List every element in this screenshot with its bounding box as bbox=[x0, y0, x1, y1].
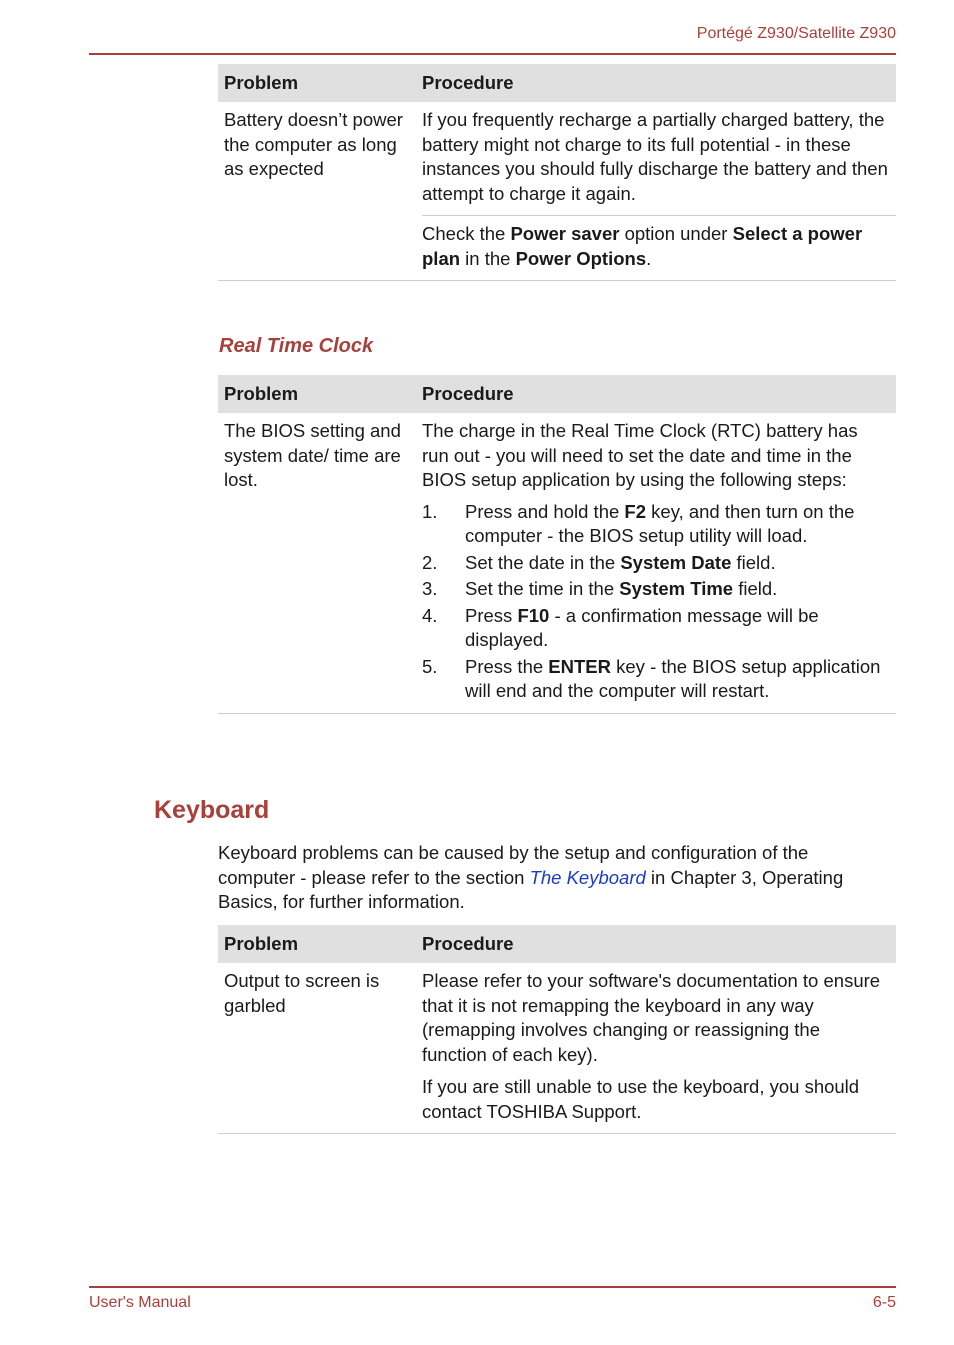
section-heading-keyboard: Keyboard bbox=[154, 796, 270, 824]
procedure-cell bbox=[422, 413, 896, 713]
problem-cell: The BIOS setting and system date/ time are lost. bbox=[224, 420, 401, 490]
text-run: Press bbox=[465, 604, 518, 626]
footer-manual-title: User's Manual bbox=[89, 1294, 191, 1311]
problem-cell: Output to screen is garbled bbox=[224, 970, 380, 1016]
procedure-cell bbox=[422, 102, 896, 280]
table-header bbox=[218, 375, 896, 413]
column-header-procedure: Procedure bbox=[422, 382, 514, 404]
column-header-problem: Problem bbox=[224, 382, 299, 404]
problem-cell: Battery doesn’t power the computer as long as expected bbox=[224, 109, 403, 179]
procedure-paragraph: Please refer to your software's documentation to ensure that it is not remapping the keyboard in any way (remapping involves changing or reassigning the function of each key). bbox=[422, 970, 881, 1065]
text-run: Check the bbox=[422, 223, 511, 244]
step-number: 2. bbox=[422, 551, 438, 573]
step-text bbox=[465, 604, 888, 653]
list-item bbox=[422, 604, 888, 653]
table-row bbox=[218, 963, 896, 1134]
text-run: in Chapter 3, Operating Basics, for further information. bbox=[218, 866, 844, 912]
text-run: Press and hold the bbox=[465, 500, 625, 522]
table-header bbox=[218, 64, 896, 102]
step-text bbox=[465, 551, 888, 576]
steps-list bbox=[422, 500, 888, 704]
text-run: Set the date in the bbox=[465, 551, 621, 573]
keyboard-table bbox=[218, 925, 896, 1134]
table-row bbox=[218, 413, 896, 714]
the-keyboard-link[interactable]: The Keyboard bbox=[529, 866, 646, 888]
bold-run: System Date bbox=[620, 551, 732, 573]
battery-table bbox=[218, 64, 896, 281]
text-run: Keyboard problems can be caused by the setup and configuration of the computer - please refer to the section bbox=[218, 842, 809, 888]
bold-run: Select a power plan bbox=[422, 223, 863, 269]
keyboard-intro-paragraph bbox=[218, 841, 888, 915]
list-item bbox=[422, 655, 888, 704]
list-item bbox=[422, 577, 888, 602]
rtc-table bbox=[218, 375, 896, 714]
list-item bbox=[422, 500, 888, 549]
procedure-cell bbox=[422, 963, 896, 1133]
column-header-problem: Problem bbox=[224, 932, 299, 954]
page-number: 6-5 bbox=[872, 1294, 896, 1311]
bold-run: F2 bbox=[624, 500, 647, 522]
step-number: 5. bbox=[422, 655, 438, 677]
text-run: in the bbox=[460, 247, 516, 269]
column-header-problem: Problem bbox=[224, 71, 299, 93]
text-run: field. bbox=[731, 551, 776, 573]
text-run: field. bbox=[733, 578, 778, 599]
footer-rule bbox=[89, 1286, 896, 1288]
column-header-procedure: Procedure bbox=[422, 932, 514, 954]
bold-run: F10 bbox=[517, 604, 550, 626]
bold-run: Power saver bbox=[510, 223, 620, 244]
table-row bbox=[218, 102, 896, 281]
bold-run: ENTER bbox=[548, 655, 611, 677]
page-header-title: Portégé Z930/Satellite Z930 bbox=[696, 25, 896, 42]
step-text bbox=[465, 655, 888, 704]
procedure-paragraph: If you frequently recharge a partially charged battery, the battery might not charge to its full potential - in these instances you should fully discharge the battery and then attempt to charge it again. bbox=[422, 109, 888, 204]
list-item bbox=[422, 551, 888, 576]
column-header-procedure: Procedure bbox=[422, 71, 514, 93]
step-number: 1. bbox=[422, 500, 438, 522]
table-header bbox=[218, 925, 896, 963]
step-text bbox=[465, 577, 888, 602]
text-run: key, and then turn on the computer - the BIOS setup utility will load. bbox=[465, 500, 855, 546]
bold-run: System Time bbox=[619, 578, 734, 599]
step-number: 4. bbox=[422, 604, 438, 626]
text-run: option under bbox=[619, 223, 733, 244]
step-text bbox=[465, 500, 888, 549]
procedure-paragraph: If you are still unable to use the keyboard, you should contact TOSHIBA Support. bbox=[422, 1076, 860, 1122]
procedure-paragraph bbox=[422, 215, 896, 280]
step-number: 3. bbox=[422, 578, 438, 599]
section-subheading-rtc: Real Time Clock bbox=[219, 335, 374, 357]
text-run: key - the BIOS setup application will end and the computer will restart. bbox=[465, 655, 881, 701]
text-run: - a confirmation message will be displayed. bbox=[465, 604, 819, 650]
text-run: Press the bbox=[465, 655, 549, 677]
bold-run: Power Options bbox=[515, 247, 647, 269]
text-run: . bbox=[646, 247, 652, 269]
procedure-intro: The charge in the Real Time Clock (RTC) battery has run out - you will need to set the date and time in the BIOS setup application by using the following steps: bbox=[422, 420, 858, 490]
text-run: Set the time in the bbox=[465, 578, 620, 599]
header-rule bbox=[89, 53, 896, 55]
